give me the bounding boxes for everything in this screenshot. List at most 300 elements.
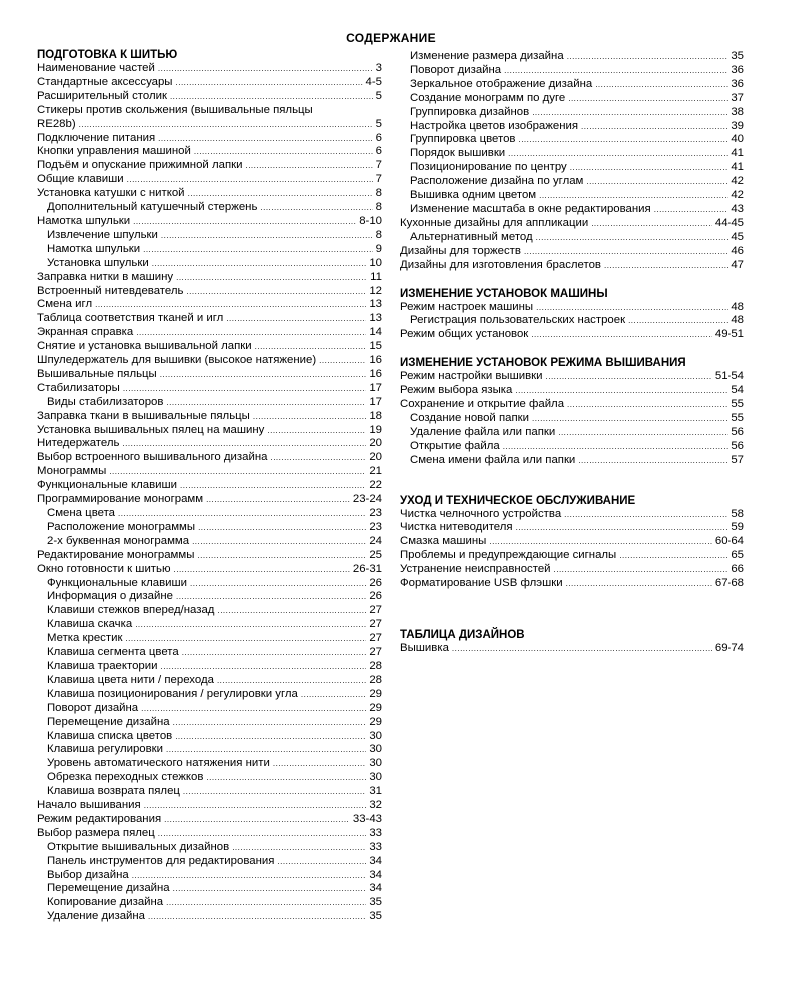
dot-leader [654,203,729,217]
dot-leader [546,370,712,384]
dot-leader [95,298,366,312]
toc-entry-page: 29 [369,701,382,714]
dot-leader [217,604,366,618]
toc-entry[interactable] [37,104,382,118]
toc-entry-page: 20 [369,451,382,464]
toc-entry-page: 69-74 [714,642,744,654]
toc-entry[interactable] [37,813,382,827]
toc-entry[interactable] [37,201,382,215]
toc-entry-label: Общие клавиши [37,173,124,186]
dot-leader [604,259,728,273]
toc-entry[interactable] [37,590,382,604]
toc-entry-label: Смена цвета [47,507,116,519]
toc-entry-label: Панель инструментов для редактирования [47,854,275,867]
toc-entry[interactable] [37,382,382,396]
toc-entry-label: Удаление файла или папки [410,425,556,438]
toc-entry[interactable] [400,245,744,259]
toc-entry[interactable] [37,507,382,521]
toc-entry[interactable] [37,757,382,771]
toc-entry-page: 17 [369,381,382,394]
toc-entry-label: Открытие вышивальных дизайнов [47,840,230,853]
toc-entry-page: 27 [369,632,382,645]
toc-entry[interactable] [37,618,382,632]
toc-entry-page: 57 [731,453,744,466]
dot-leader [190,577,366,591]
toc-entry[interactable] [37,90,382,104]
toc-entry[interactable] [37,368,382,382]
toc-entry-page: 18 [369,409,382,422]
toc-entry-page: 42 [731,189,744,202]
spacer [400,591,744,628]
toc-entry[interactable] [400,563,744,577]
toc-entry[interactable] [37,76,382,90]
toc-entry-label: Снятие и установка вышивальной лапки [37,340,252,353]
toc-entry-label: Клавиша цвета нити / перехода [47,673,214,686]
toc-entry-label: Выбор размера пялец [37,826,155,839]
toc-entry-label: Клавиша сегмента цвета [47,646,179,659]
toc-entry[interactable] [37,632,382,646]
toc-entry[interactable] [400,412,744,426]
dot-leader [531,328,712,342]
toc-entry-page: 47 [731,258,744,271]
toc-entry[interactable] [37,298,382,312]
toc-entry[interactable] [37,118,382,132]
toc-entry-label: Дополнительный катушечный стержень [47,201,258,214]
toc-entry[interactable] [400,370,744,384]
toc-entry[interactable] [37,771,382,785]
toc-entry-page: 8-10 [359,214,382,227]
toc-entry[interactable] [37,535,382,549]
toc-entry-page: 55 [731,398,744,411]
toc-list [400,50,744,273]
toc-entry-label: Установка шпульки [47,256,149,269]
toc-entry-page: 31 [369,785,382,798]
toc-entry-page: 33-43 [352,812,382,825]
toc-entry-page: 26-31 [352,562,382,575]
toc-entry-page: 11 [370,270,382,283]
toc-entry[interactable] [400,92,744,106]
toc-entry-page: 39 [731,119,744,132]
toc-entry[interactable] [400,161,744,175]
dot-leader [198,521,366,535]
toc-entry[interactable] [400,217,744,231]
toc-entry-label: Выбор встроенного вышивального дизайна [37,451,268,464]
toc-entry-label: Редактирование монограммы [37,548,195,561]
toc-entry-page: 60-64 [714,535,744,548]
section-heading-preparation: ПОДГОТОВКА К ШИТЬЮ [37,49,178,61]
toc-entry-label: Окно готовности к шитью [37,562,171,575]
toc-entry[interactable] [400,259,744,273]
toc-entry-page: 6 [375,145,382,158]
toc-entry-page: 33 [369,840,382,853]
toc-entry-page: 41 [731,161,744,174]
toc-entry-label: Расположение дизайна по углам [410,175,584,188]
toc-entry[interactable] [400,508,744,522]
toc-entry-page: 27 [369,604,382,617]
toc-entry[interactable] [37,62,382,76]
dot-leader [173,882,367,896]
toc-entry-label: Клавиша списка цветов [47,729,173,742]
toc-entry-label: Нитедержатель [37,437,120,450]
toc-right-column [400,50,744,656]
toc-entry-label: Вышивка одним цветом [410,189,537,202]
toc-entry-label: Стандартные аксессуары [37,75,173,88]
toc-entry[interactable] [400,120,744,134]
toc-entry[interactable] [37,215,382,229]
toc-entry-label: Программирование монограмм [37,493,204,506]
toc-entry-label: Клавиша траектории [47,659,158,672]
toc-entry[interactable] [37,646,382,660]
toc-entry-label: Кнопки управления машиной [37,145,191,158]
dot-leader [452,642,712,656]
dot-leader [174,563,350,577]
dot-leader [564,508,728,522]
dot-leader [194,145,373,159]
toc-entry[interactable] [400,133,744,147]
toc-entry-page: 59 [731,521,744,534]
toc-entry[interactable] [400,384,744,398]
dot-leader [166,396,366,410]
toc-entry[interactable] [400,642,744,656]
toc-entry-label: Установка вышивальных пялец на машину [37,423,265,436]
toc-entry[interactable] [400,426,744,440]
toc-entry-page: 35 [731,50,744,62]
toc-entry-label: Клавиша возврата пялец [47,785,180,798]
toc-entry[interactable] [37,285,382,299]
toc-entry-label: Дизайны для изготовления браслетов [400,258,601,271]
toc-entry-label: Вышивка [400,642,449,654]
toc-entry-page: 66 [731,563,744,576]
toc-entry-label: Подъём и опускание прижимной лапки [37,159,243,172]
dot-leader [277,855,366,869]
toc-entry-label: Клавиша регулировки [47,743,164,756]
toc-entry[interactable] [37,437,382,451]
toc-entry-label: 2-х буквенная монограмма [47,534,190,547]
toc-entry-page: 10 [369,256,382,269]
toc-entry-page: 7 [375,173,382,186]
dot-leader [152,257,367,271]
toc-entry-page: 30 [369,757,382,770]
toc-entry[interactable] [37,229,382,243]
toc-entry-label: Устранение неисправностей [400,563,551,576]
toc-entry[interactable] [37,354,382,368]
toc-entry[interactable] [37,702,382,716]
toc-entry-label: Удаление дизайна [47,910,146,923]
toc-entry[interactable] [37,730,382,744]
toc-entry-page: 36 [731,77,744,90]
toc-entry-page: 45 [731,230,744,243]
toc-entry[interactable] [37,159,382,173]
toc-entry-page: 12 [369,284,382,297]
toc-entry-label: Информация о дизайне [47,590,173,603]
toc-entry[interactable] [400,189,744,203]
toc-entry[interactable] [400,549,744,563]
toc-entry-label: Перемещение дизайна [47,715,170,728]
toc-entry-page: 27 [369,646,382,659]
toc-entry[interactable] [37,896,382,910]
toc-entry[interactable] [37,396,382,410]
toc-list [400,508,744,591]
toc-entry[interactable] [37,521,382,535]
toc-entry[interactable] [37,312,382,326]
toc-entry-label: Создание монограмм по дуге [410,91,566,104]
toc-entry[interactable] [400,231,744,245]
toc-entry-label: Смена игл [37,298,93,311]
dot-leader [273,757,366,771]
toc-entry-page: 37 [731,91,744,104]
toc-entry[interactable] [400,106,744,120]
toc-entry-page: 48 [731,300,744,313]
toc-entry-page: 32 [369,799,382,812]
toc-entry-label: Кухонные дизайны для аппликации [400,216,589,229]
toc-list [400,301,744,343]
toc-entry[interactable] [37,271,382,285]
toc-entry-label: Заправка ткани в вышивальные пяльцы [37,409,250,422]
toc-entry[interactable] [37,243,382,257]
dot-leader [516,521,729,535]
toc-entry-page: 21 [369,465,382,478]
toc-entry[interactable] [37,563,382,577]
dot-leader [518,133,728,147]
dot-leader [255,340,367,354]
toc-entry[interactable] [37,410,382,424]
toc-entry-label: Клавиша скачка [47,618,133,631]
toc-entry[interactable] [37,549,382,563]
dot-leader [319,354,366,368]
dot-leader [166,896,366,910]
toc-entry-label: Чистка нитеводителя [400,521,513,534]
toc-entry-label: Режим настроек машины [400,300,534,313]
section-heading-embroidery-settings: ИЗМЕНЕНИЕ УСТАНОВОК РЕЖИМА ВЫШИВАНИЯ [400,357,686,370]
dot-leader [245,159,372,173]
dot-leader [192,535,366,549]
toc-entry[interactable] [37,326,382,340]
toc-entry-page: 13 [369,298,382,311]
toc-entry[interactable] [400,64,744,78]
toc-entry-label: Альтернативный метод [410,230,533,243]
toc-entry-label: Режим общих установок [400,328,529,341]
toc-entry-label: Метка крестик [47,632,123,645]
toc-entry[interactable] [400,577,744,591]
toc-entry[interactable] [400,78,744,92]
toc-entry-page: 58 [731,507,744,520]
toc-entry[interactable] [37,841,382,855]
toc-entry[interactable] [37,479,382,493]
toc-entry-label: Зеркальное отображение дизайна [410,77,593,90]
toc-entry-page: 42 [731,175,744,188]
toc-entry[interactable] [37,604,382,618]
toc-entry[interactable] [400,314,744,328]
toc-entry[interactable] [37,869,382,883]
dot-leader [160,368,367,382]
toc-entry-label: Дизайны для торжеств [400,244,521,257]
section-heading-design-table: ТАБЛИЦА ДИЗАЙНОВ [400,629,525,641]
dot-leader [226,312,366,326]
dot-leader [136,326,366,340]
dot-leader [536,301,728,315]
dot-leader [524,245,728,259]
dot-leader [217,674,366,688]
toc-entry[interactable] [37,577,382,591]
toc-entry-label: Чистка челночного устройства [400,507,562,520]
toc-entry[interactable] [400,440,744,454]
toc-entry[interactable] [37,493,382,507]
toc-entry[interactable] [37,465,382,479]
dot-leader [158,827,367,841]
dot-leader [133,215,356,229]
toc-entry[interactable] [37,340,382,354]
toc-entry-page: 28 [369,659,382,672]
dot-leader [141,702,366,716]
toc-entry-label: Копирование дизайна [47,896,164,909]
toc-list [400,370,744,467]
dot-leader [267,424,366,438]
toc-entry-label: Шпуледержатель для вышивки (высокое натяжение) [37,354,317,367]
toc-entry-label: Наименование частей [37,62,155,74]
toc-entry-label: Извлечение шпульки [47,228,158,241]
toc-entry-label: Смазка машины [400,535,487,548]
dot-leader [558,426,728,440]
dot-leader [504,64,728,78]
toc-entry[interactable] [400,175,744,189]
dot-leader [197,549,366,563]
toc-entry-page: 55 [731,411,744,424]
toc-entry[interactable] [37,910,382,924]
dot-leader [161,229,373,243]
toc-entry-page: 56 [731,425,744,438]
toc-entry-label: Поворот дизайна [410,63,502,76]
dot-leader [539,189,728,203]
toc-entry-page: 7 [375,159,382,172]
toc-entry-page: 8 [375,201,382,214]
toc-entry[interactable] [37,827,382,841]
dot-leader [489,535,711,549]
toc-left-column [37,48,382,924]
toc-entry[interactable] [400,301,744,315]
toc-entry[interactable] [37,145,382,159]
toc-entry[interactable] [37,173,382,187]
toc-entry-page: 8 [375,187,382,200]
page-title: СОДЕРЖАНИЕ [346,31,436,45]
toc-entry[interactable] [37,882,382,896]
toc-entry[interactable] [37,688,382,702]
toc-entry[interactable] [400,50,744,64]
toc-entry-page: 34 [369,868,382,881]
toc-entry-page: 28 [369,673,382,686]
toc-entry-page: 56 [731,439,744,452]
toc-entry[interactable] [400,535,744,549]
toc-entry[interactable] [400,203,744,217]
dot-leader [132,869,367,883]
dot-leader [536,231,729,245]
toc-entry-page: 41 [731,147,744,160]
toc-entry-page: 35 [369,910,382,923]
section-heading-maintenance: УХОД И ТЕХНИЧЕСКОЕ ОБСЛУЖИВАНИЕ [400,494,636,507]
toc-entry[interactable] [37,799,382,813]
toc-entry[interactable] [400,454,744,468]
dot-leader [581,120,728,134]
toc-entry[interactable] [400,147,744,161]
toc-entry-page: 29 [369,687,382,700]
toc-entry[interactable] [37,257,382,271]
toc-entry-page: 22 [369,479,382,492]
toc-entry-page: 44-45 [714,216,744,229]
toc-entry-page: 27 [369,618,382,631]
toc-entry-page: 48 [731,314,744,327]
toc-entry-label: Расширительный столик [37,89,167,102]
toc-entry-label: Открытие файла [410,439,500,452]
dot-leader [532,106,728,120]
toc-entry[interactable] [400,398,744,412]
spacer [400,273,744,287]
toc-entry-page: 49-51 [714,328,744,341]
dot-leader [619,549,728,563]
toc-entry-label: Поворот дизайна [47,701,139,714]
toc-entry-label: Функциональные клавиши [47,576,188,589]
toc-entry[interactable] [37,743,382,757]
dot-leader [127,173,373,187]
toc-entry-label: Стабилизаторы [37,381,120,394]
dot-leader [591,217,712,231]
toc-entry-label: Стикеры против скольжения (вышивальные пяльцы [37,103,313,116]
toc-entry-page: 9 [375,242,382,255]
toc-entry-page: 6 [375,131,382,144]
toc-entry-page: 13 [369,312,382,325]
toc-entry[interactable] [37,132,382,146]
dot-leader [206,493,350,507]
toc-entry[interactable] [37,660,382,674]
toc-entry[interactable] [37,424,382,438]
dot-leader [173,716,367,730]
toc-entry[interactable] [37,674,382,688]
toc-entry[interactable] [37,451,382,465]
toc-entry[interactable] [400,328,744,342]
toc-entry-label: Изменение масштаба в окне редактирования [410,202,651,215]
toc-entry-page: 65 [731,549,744,562]
dot-leader [122,437,366,451]
dot-leader [170,90,373,104]
dot-leader [186,285,366,299]
toc-entry-page: 43 [731,202,744,215]
toc-entry-page: 23 [369,507,382,519]
dot-leader [182,646,367,660]
toc-entry-page: 46 [731,244,744,257]
toc-entry-label: Установка катушки с ниткой [37,187,185,200]
dot-leader [515,384,728,398]
toc-entry[interactable] [37,716,382,730]
dot-leader [135,618,366,632]
dot-leader [567,50,729,64]
toc-entry-label: Изменение размера дизайна [410,50,564,62]
toc-entry-label: Создание новой папки [410,411,529,424]
toc-entry-label: Встроенный нитевдеватель [37,284,184,297]
toc-entry-label: Настройка цветов изображения [410,119,579,132]
toc-entry-label: Намотка шпульки [37,214,131,227]
toc-entry[interactable] [37,785,382,799]
toc-entry[interactable] [37,855,382,869]
toc-entry-label: Позиционирование по центру [410,161,567,174]
toc-entry-label: Регистрация пользовательских настроек [410,314,626,327]
toc-entry[interactable] [400,521,744,535]
dot-leader [144,799,367,813]
toc-entry-label: Уровень автоматического натяжения нити [47,757,270,770]
toc-entry-label: Клавиша позиционирования / регулировки угла [47,687,298,700]
toc-entry-page: 26 [369,576,382,589]
toc-entry[interactable] [37,187,382,201]
dot-leader [260,201,372,215]
dot-leader [176,590,366,604]
toc-list [400,642,744,656]
